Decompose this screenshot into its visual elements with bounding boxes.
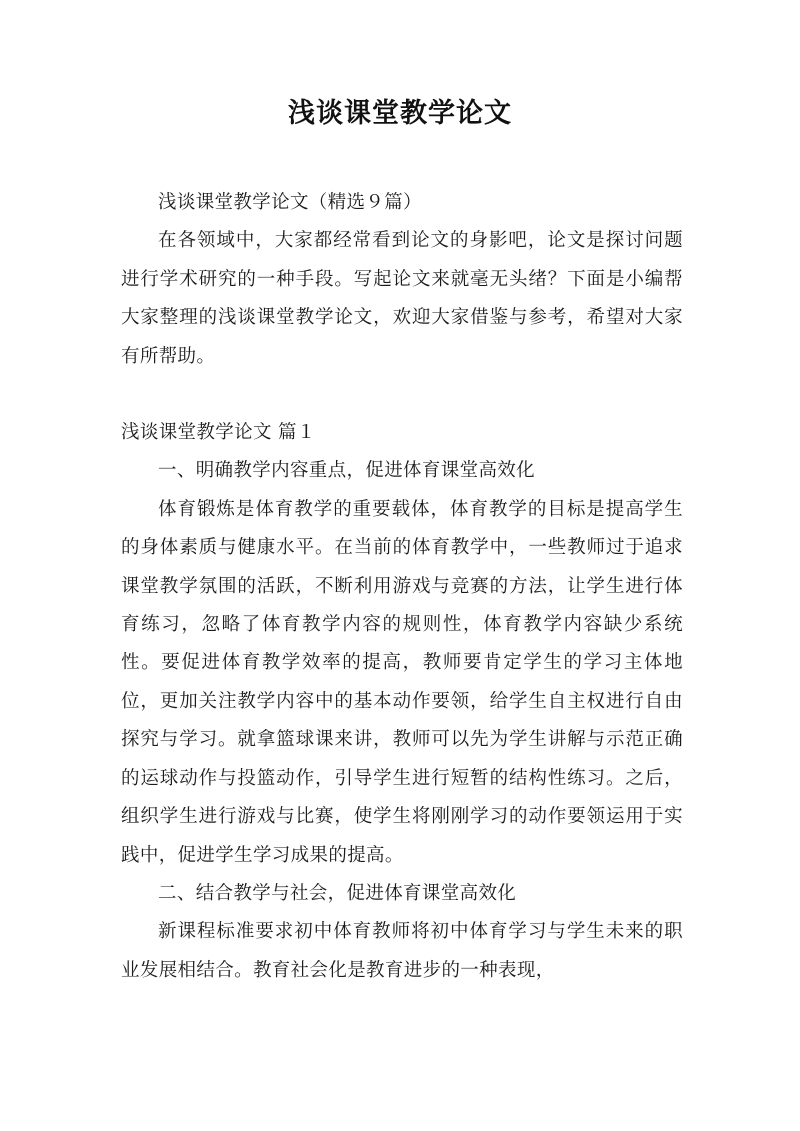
chapter-heading: 浅谈课堂教学论文 篇１ [121,422,316,444]
document-body [121,184,683,990]
paragraph-spacer [121,376,683,414]
document-title: 浅谈课堂教学论文 [288,98,512,129]
section-paragraph-1: 体育锻炼是体育教学的重要载体，体育教学的目标是提高学生的身体素质与健康水平。在当前的体育教学中，一些教师过于追求课堂教学氛围的活跃，不断利用游戏与竞赛的方法，让学生进行体育练习，忽略了体育教学内容的规则性，体育教学内容缺少系统性。要促进体育教学效率的提高，教师要肯定学生的学习主体地位，更加关注教学内容中的基本动作要领，给学生自主权进行自由探究与学习。就拿篮球课来讲，教师可以先为学生讲解与示范正确的运球动作与投篮动作，引导学生进行短暂的结构性练习。之后，组织学生进行游戏与比赛，使学生将刚刚学习的动作要领运用于实践中，促进学生学习成果的提高。 [121,498,683,866]
intro-line: 浅谈课堂教学论文（精选９篇） [158,192,422,213]
section-paragraph-2: 新课程标准要求初中体育教师将初中体育学习与学生未来的职业发展相结合。教育社会化是教育进步的一种表现， [121,921,683,981]
section-heading-2: 二、结合教学与社会，促进体育课堂高效化 [158,882,517,904]
section-heading-1: 一、明确教学内容重点，促进体育课堂高效化 [158,460,536,482]
intro-paragraph: 在各领域中，大家都经常看到论文的身影吧，论文是探讨问题进行学术研究的一种手段。写起论文来就毫无头绪？下面是小编帮大家整理的浅谈课堂教学论文，欢迎大家借鉴与参考，希望对大家有所帮助。 [121,230,683,367]
